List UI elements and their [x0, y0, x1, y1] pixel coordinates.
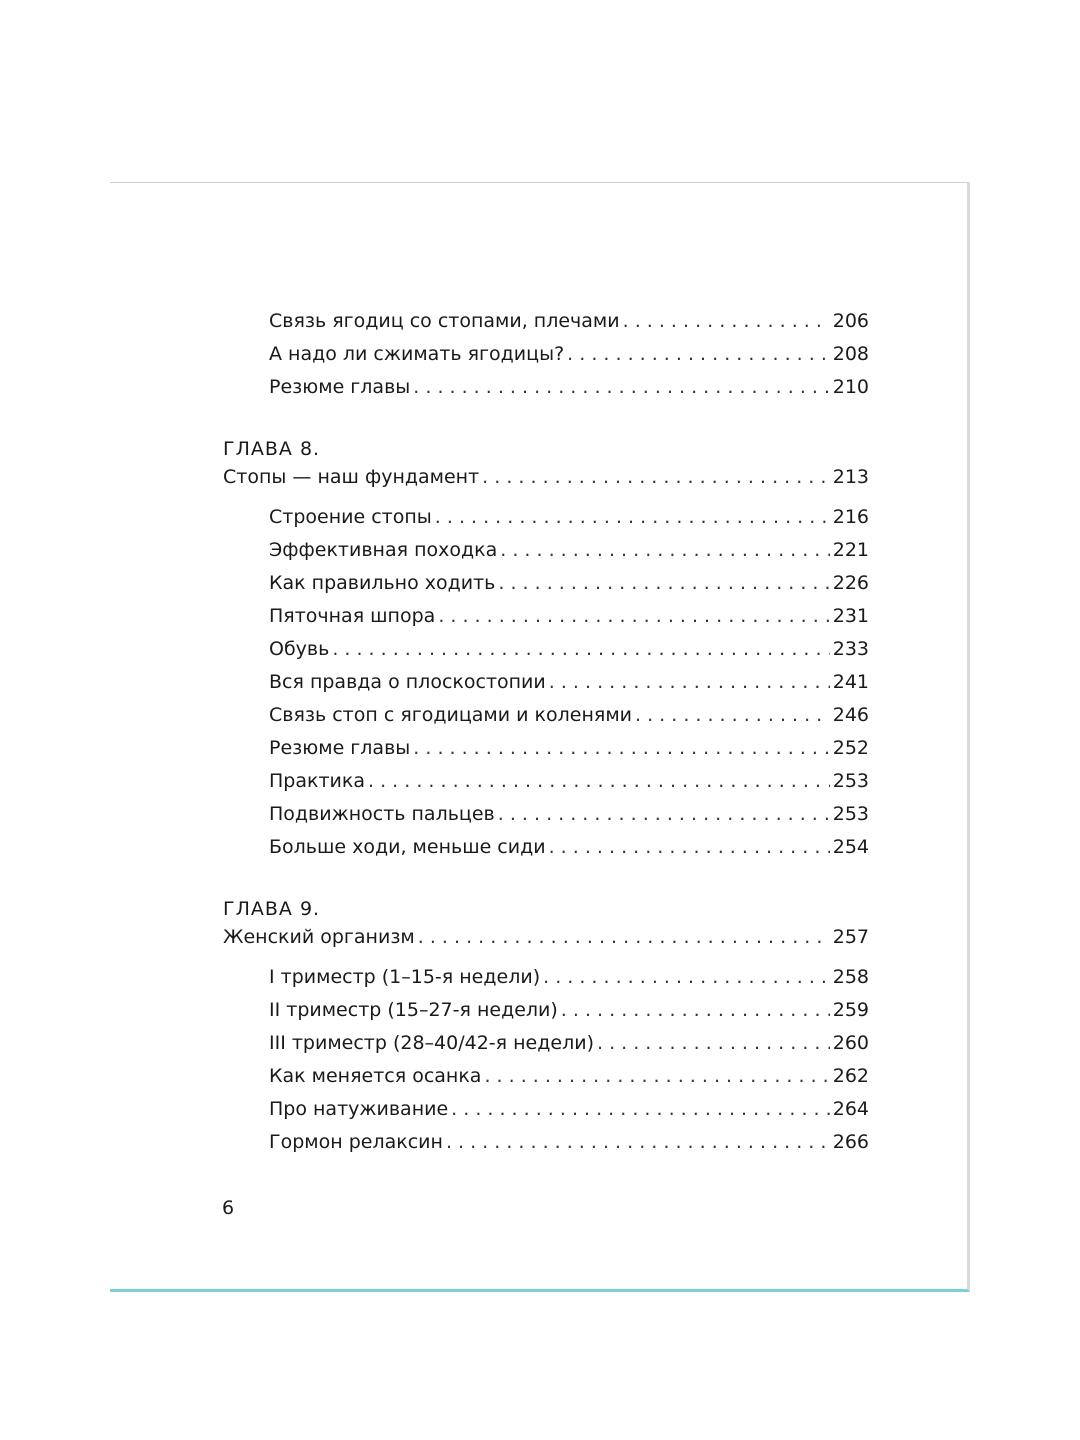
toc-entry-title: Строение стопы — [269, 506, 432, 528]
toc-leader-dots — [451, 1097, 830, 1121]
toc-entry-title: Гормон релаксин — [269, 1131, 443, 1153]
toc-entry — [269, 309, 869, 333]
toc-entry-title: I триместр (1–15-я недели) — [269, 966, 541, 988]
toc-entry-page: 246 — [832, 704, 869, 726]
toc-entry-page: 241 — [832, 671, 869, 693]
toc-entry-page: 231 — [832, 605, 869, 627]
toc-entry-title: Как меняется осанка — [269, 1065, 482, 1087]
chapter-9-heading: ГЛАВА 9. — [223, 898, 321, 920]
toc-entry — [269, 1031, 869, 1055]
toc-entry-page: 264 — [832, 1098, 869, 1120]
toc-entry-page: 257 — [832, 926, 869, 948]
toc-entry — [269, 1130, 869, 1154]
toc-leader-dots — [623, 309, 830, 333]
toc-entry-page: 221 — [832, 539, 869, 561]
toc-leader-dots — [332, 637, 829, 661]
toc-entry-title: Обувь — [269, 638, 330, 660]
toc-entry-page: 206 — [832, 310, 869, 332]
toc-entry-title: Больше ходи, меньше сиди — [269, 836, 546, 858]
toc-entry-title: Как правильно ходить — [269, 572, 496, 594]
toc-leader-dots — [368, 769, 830, 793]
toc-entry-page: 210 — [832, 376, 869, 398]
toc-entry-page: 254 — [832, 836, 869, 858]
toc-entry-title: II триместр (15–27-я недели) — [269, 999, 558, 1021]
chapter-9-title-entry — [223, 925, 869, 949]
toc-leader-dots — [635, 703, 830, 727]
toc-leader-dots — [435, 505, 830, 529]
toc-leader-dots — [543, 965, 830, 989]
toc-entry — [269, 637, 869, 661]
toc-leader-dots — [498, 802, 830, 826]
toc-entry — [269, 1097, 869, 1121]
toc-entry-page: 216 — [832, 506, 869, 528]
toc-leader-dots — [482, 465, 830, 489]
toc-entry — [269, 375, 869, 399]
toc-entry-title: А надо ли сжимать ягодицы? — [269, 343, 565, 365]
toc-entry — [269, 538, 869, 562]
toc-entry-page: 253 — [832, 770, 869, 792]
toc-entry-title: III триместр (28–40/42-я недели) — [269, 1032, 594, 1054]
toc-entry-page: 259 — [832, 999, 869, 1021]
toc-entry — [269, 342, 869, 366]
toc-entry-page: 226 — [832, 572, 869, 594]
toc-entry-page: 266 — [832, 1131, 869, 1153]
toc-entry-title: Практика — [269, 770, 366, 792]
toc-entry-page: 252 — [832, 737, 869, 759]
toc-entry-page: 213 — [832, 466, 869, 488]
toc-leader-dots — [597, 1031, 830, 1055]
toc-entry-title: Связь ягодиц со стопами, плечами — [269, 310, 620, 332]
toc-entry — [269, 505, 869, 529]
toc-leader-dots — [413, 736, 829, 760]
toc-entry — [269, 604, 869, 628]
toc-entry — [269, 769, 869, 793]
toc-entry-page: 260 — [832, 1032, 869, 1054]
toc-entry — [269, 1064, 869, 1088]
chapter-8-title-entry — [223, 465, 869, 489]
toc-leader-dots — [418, 925, 830, 949]
toc-entry-page: 233 — [832, 638, 869, 660]
toc-entry-title: Резюме главы — [269, 737, 411, 759]
toc-leader-dots — [438, 604, 829, 628]
toc-entry — [269, 670, 869, 694]
toc-entry-page: 208 — [832, 343, 869, 365]
toc-entry — [269, 703, 869, 727]
toc-leader-dots — [500, 538, 829, 562]
toc-leader-dots — [484, 1064, 829, 1088]
toc-entry-title: Стопы — наш фундамент — [223, 466, 480, 488]
toc-leader-dots — [561, 998, 830, 1022]
toc-entry — [269, 835, 869, 859]
page-number: 6 — [222, 1197, 235, 1219]
toc-entry-page: 258 — [832, 966, 869, 988]
toc-entry — [269, 571, 869, 595]
toc-entry-page: 262 — [832, 1065, 869, 1087]
toc-leader-dots — [446, 1130, 830, 1154]
toc-entry-title: Эффективная походка — [269, 539, 498, 561]
toc-entry — [269, 736, 869, 760]
toc-entry-title: Про натуживание — [269, 1098, 449, 1120]
toc-entry-page: 253 — [832, 803, 869, 825]
toc-entry-title: Связь стоп с ягодицами и коленями — [269, 704, 632, 726]
toc-leader-dots — [549, 670, 830, 694]
toc-leader-dots — [413, 375, 829, 399]
toc-entry-title: Пяточная шпора — [269, 605, 436, 627]
chapter-8-heading: ГЛАВА 8. — [223, 438, 321, 460]
toc-leader-dots — [549, 835, 830, 859]
toc-entry — [269, 965, 869, 989]
toc-entry-title: Резюме главы — [269, 376, 411, 398]
toc-leader-dots — [498, 571, 829, 595]
toc-entry-title: Женский организм — [223, 926, 415, 948]
toc-entry — [269, 802, 869, 826]
toc-entry — [269, 998, 869, 1022]
toc-entry-title: Подвижность пальцев — [269, 803, 495, 825]
toc-entry-title: Вся правда о плоскостопии — [269, 671, 546, 693]
toc-leader-dots — [567, 342, 830, 366]
